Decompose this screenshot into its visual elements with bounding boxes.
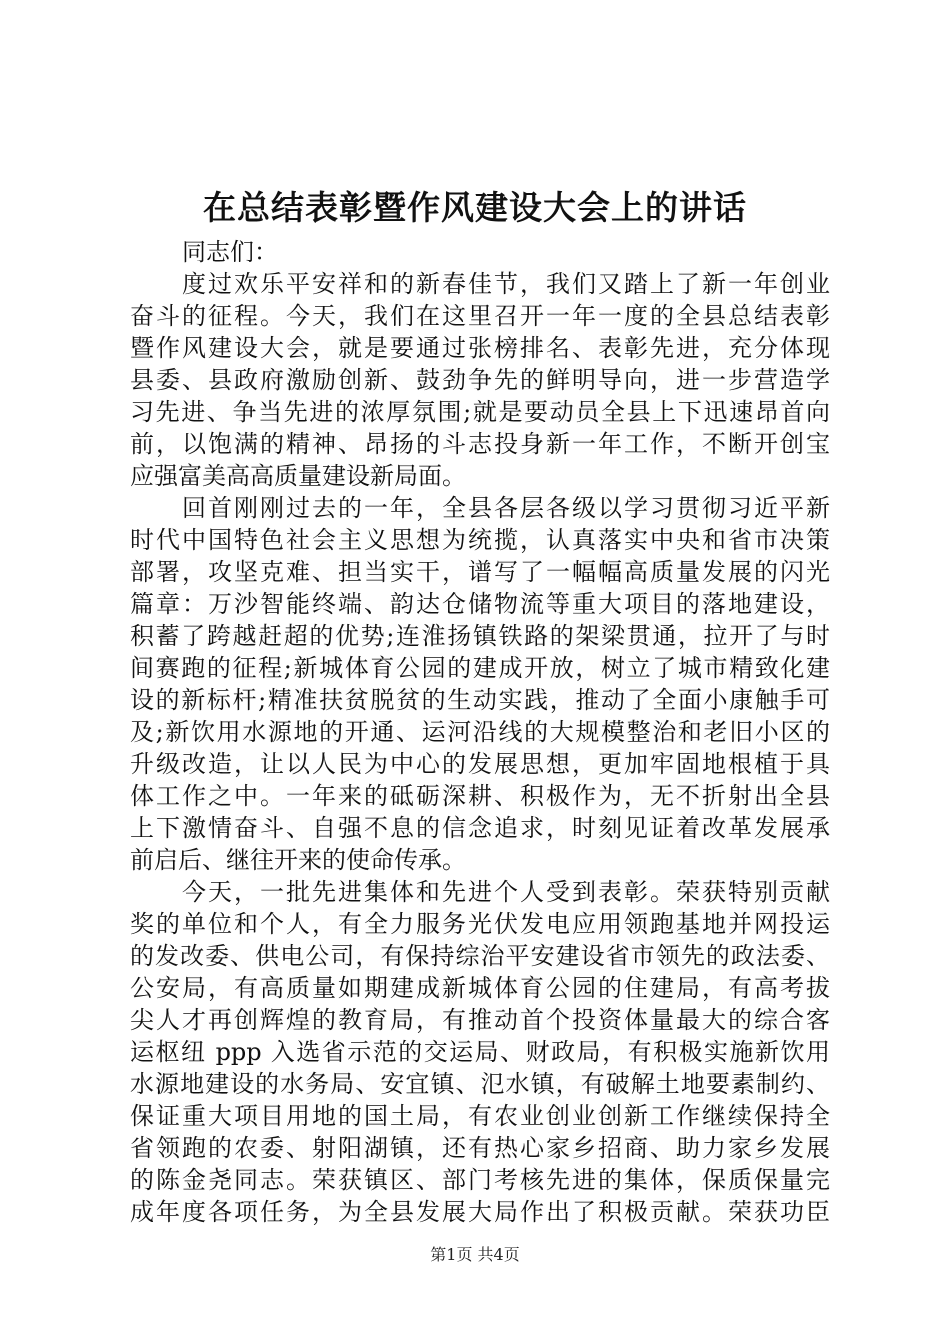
text-line: 回首刚刚过去的一年，全县各层各级以学习贯彻习近平新: [182, 494, 830, 522]
paragraph-1: [130, 268, 830, 492]
text-line: 公安局，有高质量如期建成新城体育公园的住建局，有高考拔: [130, 974, 830, 1002]
text-line: 保证重大项目用地的国土局，有农业创业创新工作继续保持全: [130, 1102, 830, 1130]
text-line: 今天，一批先进集体和先进个人受到表彰。荣获特别贡献: [182, 878, 830, 906]
text-line: 奋斗的征程。今天，我们在这里召开一年一度的全县总结表彰: [130, 302, 830, 330]
text-line: 的陈金尧同志。荣获镇区、部门考核先进的集体，保质保量完: [130, 1166, 830, 1194]
document-body: [130, 236, 830, 1228]
text-line: 部署，攻坚克难、担当实干，谱写了一幅幅高质量发展的闪光: [130, 558, 830, 586]
text-line: 时代中国特色社会主义思想为统揽，认真落实中央和省市决策: [130, 526, 830, 554]
text-line: 省领跑的农委、射阳湖镇，还有热心家乡招商、助力家乡发展: [130, 1134, 830, 1162]
text-line: 水源地建设的水务局、安宜镇、氾水镇，有破解土地要素制约、: [130, 1070, 830, 1098]
paragraph-2: [130, 492, 830, 876]
text-line: 设的新标杆;精准扶贫脱贫的生动实践，推动了全面小康触手可: [130, 686, 830, 714]
salutation: 同志们：: [182, 238, 278, 266]
text-line: 篇章：万沙智能终端、韵达仓储物流等重大项目的落地建设，: [130, 590, 830, 618]
text-line: 间赛跑的征程;新城体育公园的建成开放，树立了城市精致化建: [130, 654, 830, 682]
text-line: 尖人才再创辉煌的教育局，有推动首个投资体量最大的综合客: [130, 1006, 830, 1034]
text-line: 奖的单位和个人，有全力服务光伏发电应用领跑基地并网投运: [130, 910, 830, 938]
text-line: 的发改委、供电公司，有保持综治平安建设省市领先的政法委、: [130, 942, 830, 970]
text-line: 积蓄了跨越赶超的优势;连淮扬镇铁路的架梁贯通，拉开了与时: [130, 622, 830, 650]
text-line: 前启后、继往开来的使命传承。: [130, 846, 466, 874]
text-line: 体工作之中。一年来的砥砺深耕、积极作为，无不折射出全县: [130, 782, 830, 810]
page-number-footer: 第1页 共4页: [430, 1245, 520, 1264]
paragraph-3: [130, 876, 830, 1228]
document-title: 在总结表彰暨作风建设大会上的讲话: [203, 188, 747, 227]
text-line: 习先进、争当先进的浓厚氛围;就是要动员全县上下迅速昂首向: [130, 398, 830, 426]
text-line: 前，以饱满的精神、昂扬的斗志投身新一年工作，不断开创宝: [130, 430, 830, 458]
text-line: 升级改造，让以人民为中心的发展思想，更加牢固地根植于具: [130, 750, 830, 778]
text-line: 及;新饮用水源地的开通、运河沿线的大规模整治和老旧小区的: [130, 718, 830, 746]
text-line: 应强富美高高质量建设新局面。: [130, 462, 466, 490]
text-line: 上下激情奋斗、自强不息的信念追求，时刻见证着改革发展承: [130, 814, 830, 842]
text-line: 运枢纽 ppp 入选省示范的交运局、财政局，有积极实施新饮用: [130, 1038, 830, 1066]
text-line: 成年度各项任务，为全县发展大局作出了积极贡献。荣获功臣: [130, 1198, 830, 1226]
text-line: 暨作风建设大会，就是要通过张榜排名、表彰先进，充分体现: [130, 334, 830, 362]
text-line: 度过欢乐平安祥和的新春佳节，我们又踏上了新一年创业: [182, 270, 830, 298]
text-line: 县委、县政府激励创新、鼓劲争先的鲜明导向，进一步营造学: [130, 366, 830, 394]
